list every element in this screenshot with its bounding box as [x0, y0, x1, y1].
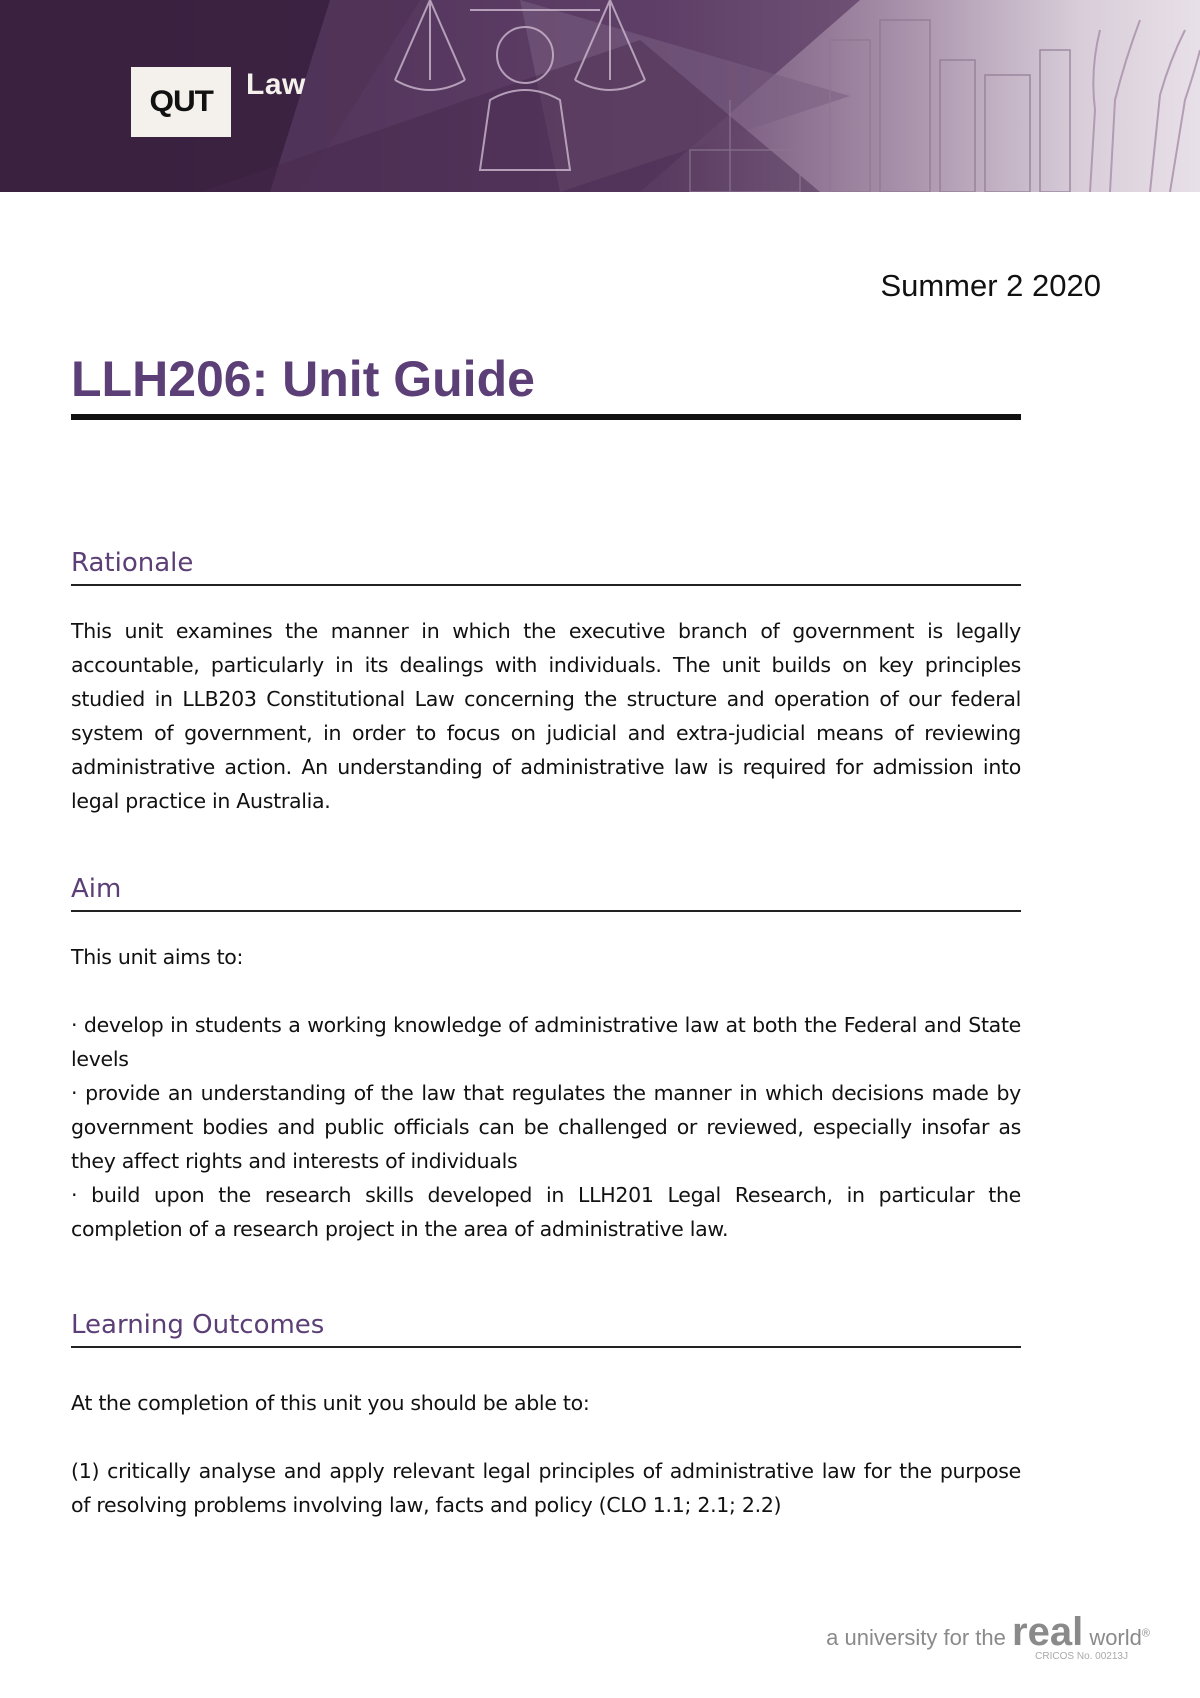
qut-logo	[131, 67, 231, 137]
registered-mark: ®	[1141, 1627, 1150, 1640]
cricos-number: CRICOS No. 00213J	[1035, 1651, 1128, 1662]
tagline-world: world	[1089, 1625, 1142, 1650]
outcomes-intro: At the completion of this unit you should be able to:	[71, 1391, 590, 1415]
section-heading-aim: Aim	[71, 874, 1021, 912]
rationale-body: This unit examines the manner in which the executive branch of government is legally accountable, particularly in its dealings with individuals. The unit builds on key principles studied in LLB203 Constitutional Law concerning the structure and operation of our federal system of government, in order to focus on judicial and extra-judicial means of reviewing administrative action. An understanding of administrative law is required for admission into legal practice in Australia.	[71, 619, 1021, 813]
aim-item: · develop in students a working knowledge of administrative law at both the Federal and State levels	[71, 1013, 1021, 1071]
outcome-item: (1) critically analyse and apply relevant legal principles of administrative law for the purpose of resolving problems involving law, facts and policy (CLO 1.1; 2.1; 2.2)	[71, 1459, 1021, 1517]
section-heading-rationale: Rationale	[71, 548, 1021, 586]
tagline-real: real	[1012, 1610, 1084, 1654]
footer-tagline	[826, 1610, 1150, 1662]
term-label: Summer 2 2020	[880, 268, 1101, 303]
aim-intro: This unit aims to:	[71, 945, 244, 969]
tagline-prefix: a university for the	[826, 1625, 1006, 1650]
aim-item: · build upon the research skills developed in LLH201 Legal Research, in particular the completion of a research project in the area of administrative law.	[71, 1183, 1021, 1241]
qut-logo-text: QUT	[149, 85, 213, 118]
title-divider	[71, 414, 1021, 420]
section-heading-learning-outcomes: Learning Outcomes	[71, 1310, 1021, 1348]
law-logo-text: Law	[246, 68, 306, 101]
aim-item: · provide an understanding of the law that regulates the manner in which decisions made by government bodies and public officials can be challenged or reviewed, especially insofar as they affect rights and interests of individuals	[71, 1081, 1021, 1173]
page-title: LLH206: Unit Guide	[71, 351, 535, 407]
header-banner	[0, 0, 1200, 192]
